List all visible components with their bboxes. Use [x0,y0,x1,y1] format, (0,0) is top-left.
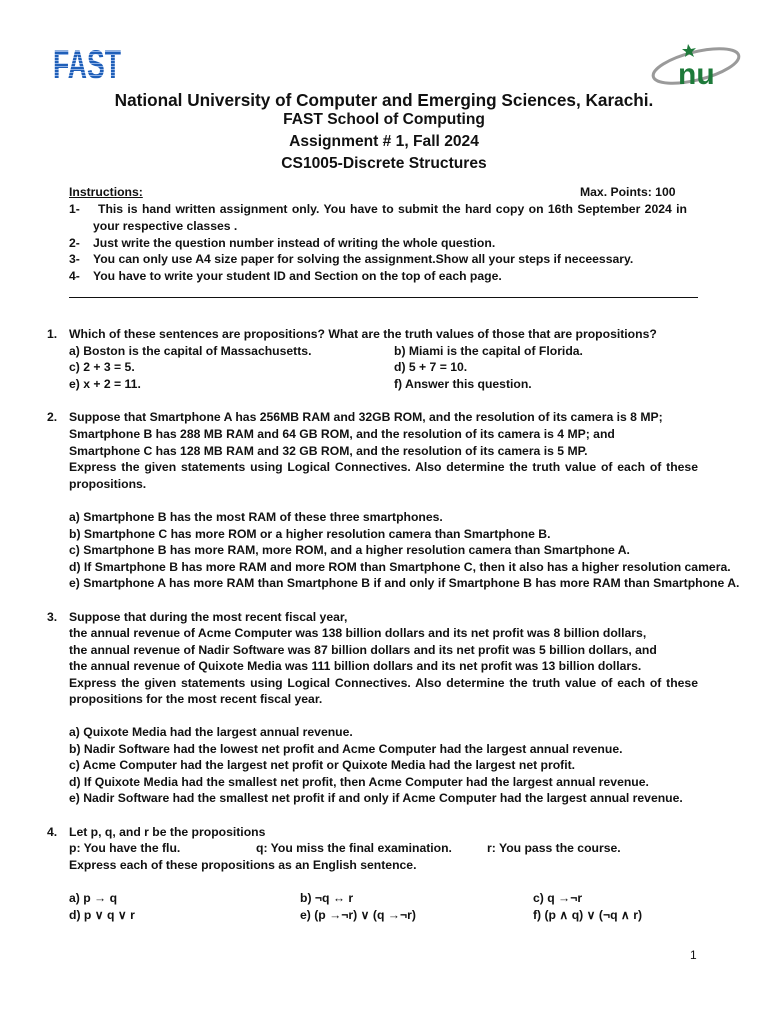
sub-part: a) Quixote Media had the largest annual revenue. [69,725,353,739]
option-item: f) Answer this question. [394,377,532,391]
sub-part: d) If Quixote Media had the smallest net profit, then Acme Computer had the largest annual revenue. [69,775,649,789]
question-text: Express each of these propositions as an English sentence. [69,858,417,872]
question-text: the annual revenue of Acme Computer was 138 billion dollars and its net profit was 8 billion dollars, [69,626,647,640]
question-text: propositions. [69,477,147,491]
proposition-r: r: You pass the course. [487,841,621,855]
university-title: National University of Computer and Emerging Sciences, Karachi. [114,90,654,110]
question-text: the annual revenue of Nadir Software was 87 billion dollars and its net profit was 5 billion dollars, and [69,643,657,657]
instruction-text: Just write the question number instead of writing the whole question. [93,236,496,250]
sub-part: c) Smartphone B has more RAM, more ROM, and a higher resolution camera than Smartphone A. [69,543,630,557]
question-text: propositions for the most recent fiscal year. [69,692,323,706]
option-item: c) 2 + 3 = 5. [69,360,135,374]
sub-part: f) (p ∧ q) ∨ (¬q ∧ r) [533,908,643,922]
instruction-number: 2- [69,236,80,250]
question-number: 4. [47,825,58,839]
sub-part: e) Smartphone A has more RAM than Smartphone B if and only if Smartphone B has more RAM than Smartphone A. [69,576,740,590]
sub-part: e) (p →¬r) ∨ (q →¬r) [300,908,416,922]
option-item: d) 5 + 7 = 10. [394,360,468,374]
sub-part: c) Acme Computer had the largest net profit or Quixote Media had the largest net profit. [69,758,576,772]
question-text: Suppose that during the most recent fiscal year, [69,610,348,624]
sub-part: a) Smartphone B has the most RAM of these three smartphones. [69,510,443,524]
sub-part: d) p ∨ q ∨ r [69,908,135,922]
instruction-number: 4- [69,269,80,283]
sub-part: e) Nadir Software had the smallest net profit if and only if Acme Computer had the largest annual revenue. [69,791,683,805]
course-title: CS1005-Discrete Structures [281,155,487,172]
question-number: 2. [47,410,58,424]
nu-logo [650,40,742,92]
sub-part: c) q →¬r [533,891,583,905]
svg-text:nu: nu [678,58,715,91]
question-text: Smartphone B has 288 MB RAM and 64 GB ROM, and the resolution of its camera is 4 MP; and [69,427,615,441]
instruction-text: your respective classes . [93,219,238,233]
sub-part: b) Smartphone C has more ROM or a higher resolution camera than Smartphone B. [69,527,551,541]
option-item: e) x + 2 = 11. [69,377,141,391]
fast-logo [52,40,122,87]
question-text: Express the given statements using Logical Connectives. Also determine the truth value of each of these [69,676,698,690]
school-title: FAST School of Computing [283,111,485,128]
sub-part: b) ¬q ↔ r [300,891,354,905]
sub-part: a) p → q [69,891,118,905]
instruction-text: This is hand written assignment only. You have to submit the hard copy on 16th September 2024 in [98,202,687,216]
option-item: b) Miami is the capital of Florida. [394,344,583,358]
question-text: Let p, q, and r be the propositions [69,825,266,839]
assignment-title: Assignment # 1, Fall 2024 [289,133,479,150]
question-text: Smartphone C has 128 MB RAM and 32 GB ROM, and the resolution of its camera is 5 MP. [69,444,588,458]
sub-part: d) If Smartphone B has more RAM and more ROM than Smartphone C, then it also has a higher resolution camera. [69,560,731,574]
proposition-q: q: You miss the final examination. [256,841,452,855]
option-item: a) Boston is the capital of Massachusetts. [69,344,312,358]
question-number: 3. [47,610,58,624]
question-text: Suppose that Smartphone A has 256MB RAM and 32GB ROM, and the resolution of its camera is 8 MP; [69,410,663,424]
instruction-text: You have to write your student ID and Section on the top of each page. [93,269,502,283]
instruction-text: You can only use A4 size paper for solving the assignment.Show all your steps if neceessary. [93,252,634,266]
question-number: 1. [47,327,58,341]
question-text: the annual revenue of Quixote Media was 111 billion dollars and its net profit was 13 billion dollars. [69,659,642,673]
svg-text:FAST: FAST [53,43,121,87]
question-text: Express the given statements using Logical Connectives. Also determine the truth value of each of these [69,460,698,474]
question-stem: Which of these sentences are propositions? What are the truth values of those that are propositions? [69,327,657,341]
sub-part: b) Nadir Software had the lowest net profit and Acme Computer had the largest annual revenue. [69,742,623,756]
divider [69,297,698,298]
instruction-number: 3- [69,252,80,266]
proposition-p: p: You have the flu. [69,841,181,855]
instructions-heading: Instructions: [69,185,143,199]
page-number: 1 [690,948,697,962]
max-points: Max. Points: 100 [580,185,676,199]
instruction-number: 1- [69,202,80,216]
